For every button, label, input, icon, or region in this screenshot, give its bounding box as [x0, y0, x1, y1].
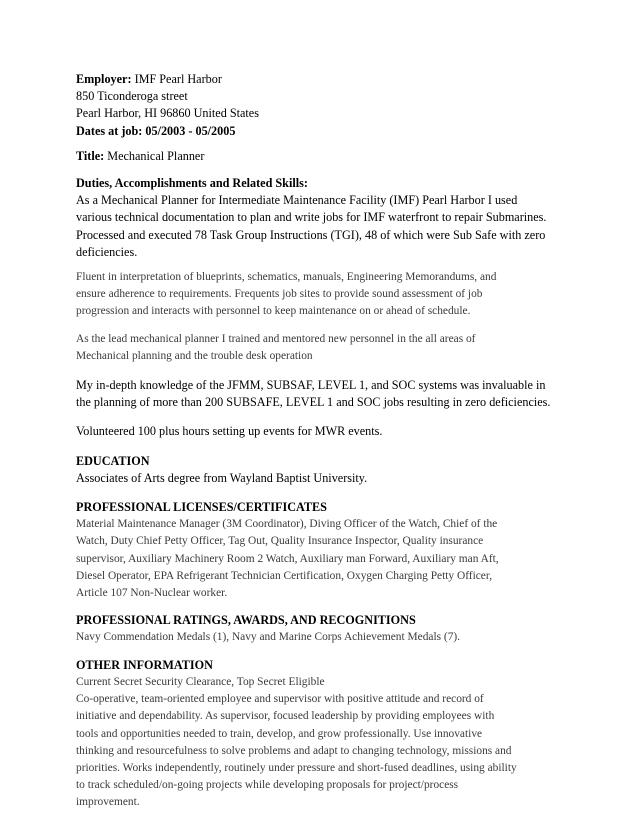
- paragraph-line: progression and interacts with personnel to keep maintenance on or ahead of schedule.: [76, 305, 471, 318]
- resume-page: [76, 71, 572, 812]
- license-line: Diesel Operator, EPA Refrigerant Technician Certification, Oxygen Charging Petty Officer,: [76, 569, 493, 582]
- paragraph-line: As the lead mechanical planner I trained and mentored new personnel in the all areas of: [76, 332, 476, 345]
- job-title-value: Mechanical Planner: [107, 148, 205, 163]
- duties-paragraph-1: [76, 192, 572, 261]
- duties-paragraph-2: [76, 269, 572, 321]
- license-line: Material Maintenance Manager (3M Coordinator), Diving Officer of the Watch, Chief of the: [76, 518, 498, 531]
- duties-paragraph-3: [76, 331, 572, 365]
- paragraph-line: deficiencies.: [76, 244, 138, 259]
- employer-line: [76, 71, 572, 88]
- licenses-section: [76, 499, 572, 602]
- paragraph-line: My in-depth knowledge of the JFMM, SUBSAF, LEVEL 1, and SOC systems was invaluable in: [76, 378, 546, 393]
- duties-paragraph-5: Volunteered 100 plus hours setting up events for MWR events.: [76, 424, 383, 439]
- duties-paragraph-4: [76, 377, 572, 411]
- employer-name: IMF Pearl Harbor: [134, 72, 222, 86]
- paragraph-line: Mechanical planning and the trouble desk operation: [76, 349, 313, 362]
- paragraph-line: the planning of more than 200 SUBSAFE, LEVEL 1 and SOC jobs resulting in zero deficiencies.: [76, 395, 551, 410]
- ratings-heading: PROFESSIONAL RATINGS, AWARDS, AND RECOGNITIONS: [76, 613, 416, 628]
- paragraph-line: Fluent in interpretation of blueprints, schematics, manuals, Engineering Memorandums, and: [76, 271, 497, 284]
- paragraph-line: various technical documentation to plan and write jobs for IMF waterfront to repair Submarines.: [76, 210, 547, 225]
- other-information-line: tools and opportunities needed to train, develop, and grow professionally. Use innovative: [76, 727, 483, 740]
- license-line: Watch, Duty Chief Petty Officer, Tag Out, Quality Insurance Inspector, Quality insurance: [76, 535, 484, 548]
- other-information-line: Current Secret Security Clearance, Top Secret Eligible: [76, 675, 325, 688]
- employer-label: Employer:: [76, 72, 132, 86]
- other-information-line: Co-operative, team-oriented employee and supervisor with positive attitude and record of: [76, 693, 484, 706]
- ratings-section: [76, 612, 572, 646]
- ratings-line: Navy Commendation Medals (1), Navy and Marine Corps Achievement Medals (7).: [76, 631, 461, 644]
- other-information-line: thinking and resourcefulness to solve problems and adapt to changing technology, missions and: [76, 744, 512, 757]
- duties-heading: Duties, Accomplishments and Related Skills:: [76, 176, 308, 191]
- other-information-section: [76, 657, 572, 812]
- other-information-line: priorities. Works independently, routinely under pressure and short-fused deadlines, using ability: [76, 761, 517, 774]
- other-information-heading: OTHER INFORMATION: [76, 657, 213, 672]
- paragraph-line: Processed and executed 78 Task Group Instructions (TGI), 48 of which were Sub Safe with zero: [76, 227, 546, 242]
- education-heading: EDUCATION: [76, 453, 150, 468]
- job-title-label: Title:: [76, 148, 105, 163]
- education-degree: Associates of Arts degree from Wayland Baptist University.: [76, 470, 368, 485]
- paragraph-line: As a Mechanical Planner for Intermediate Maintenance Facility (IMF) Pearl Harbor I used: [76, 193, 518, 208]
- duties-section: [76, 175, 572, 441]
- license-line: supervisor, Auxiliary Machinery Room 2 Watch, Auxiliary man Forward, Auxiliary man Aft,: [76, 552, 499, 565]
- employment-dates: Dates at job: 05/2003 - 05/2005: [76, 123, 236, 138]
- employer-section: [76, 71, 572, 140]
- education-section: [76, 453, 572, 487]
- employer-street: 850 Ticonderoga street: [76, 89, 188, 104]
- other-information-line: initiative and dependability. As supervisor, focused leadership by providing employees with: [76, 710, 495, 723]
- job-title-line: [76, 148, 572, 165]
- paragraph-line: ensure adherence to requirements. Frequents job sites to provide sound assessment of job: [76, 288, 483, 301]
- license-line: Article 107 Non-Nuclear worker.: [76, 587, 228, 600]
- licenses-heading: PROFESSIONAL LICENSES/CERTIFICATES: [76, 500, 327, 515]
- other-information-line: improvement.: [76, 796, 140, 809]
- other-information-line: to track scheduled/on-going projects while developing proposals for project/process: [76, 779, 459, 792]
- employer-city: Pearl Harbor, HI 96860 United States: [76, 106, 259, 121]
